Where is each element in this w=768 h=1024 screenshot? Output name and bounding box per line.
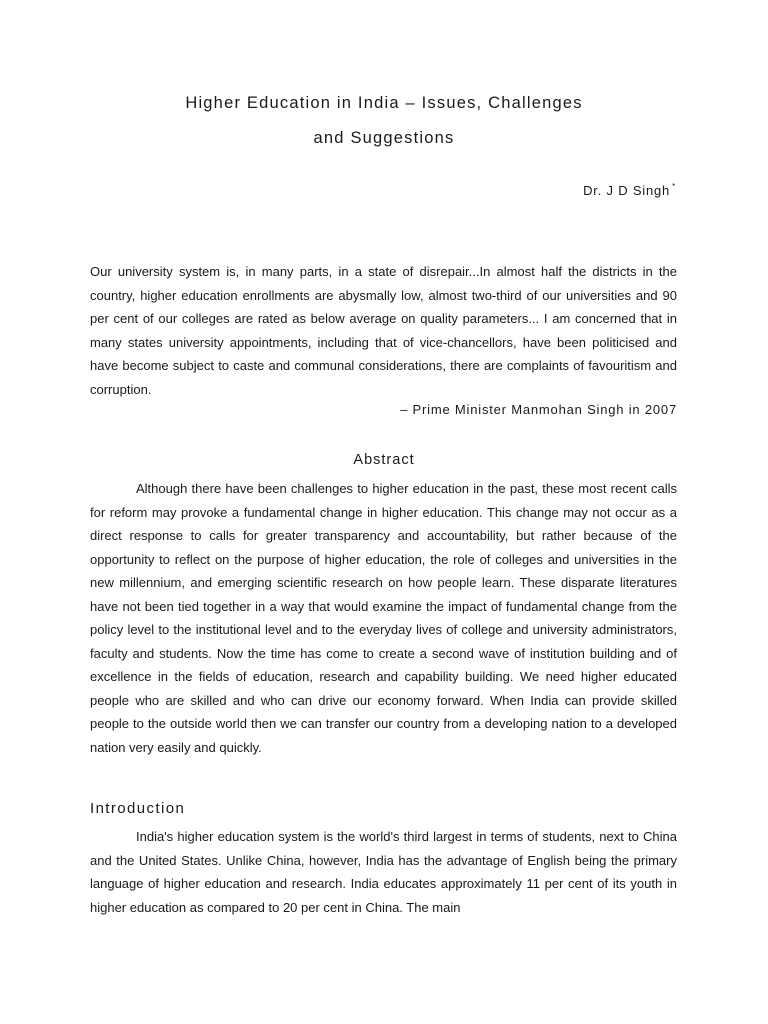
introduction-paragraph: India's higher education system is the world's third largest in terms of students, next to China and the United States. Unlike China, however, India has the advantage of English being the primary language of higher education and research. India educates approximately 11 per cent of its youth in higher education as compared to 20 per cent in China. The main [90,829,677,915]
document-title-line-2: and Suggestions [313,129,455,147]
quote-attribution: – Prime Minister Manmohan Singh in 2007 [400,402,677,417]
abstract-heading: Abstract [353,452,415,468]
epigraph-quote: Our university system is, in many parts, in a state of disrepair...In almost half the districts in the country, higher education enrollments are abysmally low, almost two-third of our universities and 90 per cent of our colleges are rated as below average on quality parameters... I am concerned that in many states university appointments, including that of vice-chancellors, have been politicised and have become subject to caste and communal considerations, there are complaints of favouritism and corruption. [90,264,677,397]
document-title-line-1: Higher Education in India – Issues, Challenges [185,94,583,112]
author-name: Dr. J D Singh [583,183,671,198]
author-line [583,182,676,198]
introduction-heading: Introduction [90,800,186,817]
abstract-paragraph: Although there have been challenges to higher education in the past, these most recent calls for reform may provoke a fundamental change in higher education. This change may not occur as a direct response to calls for greater transparency and accountability, but rather because of the opportunity to reflect on the purpose of higher education, the role of colleges and universities in the new millennium, and emerging scientific research on how people learn. These disparate literatures have not been tied together in a way that would examine the impact of fundamental change from the policy level to the institutional level and to the everyday lives of college and university administrators, faculty and students. Now the time has come to create a second wave of institution building and of excellence in the fields of education, research and capability building. We need higher educated people who are skilled and who can drive our economy forward. When India can provide skilled people to the outside world then we can transfer our country from a developing nation to a developed nation very easily and quickly. [90,481,677,755]
author-footnote-mark: * [672,182,676,191]
